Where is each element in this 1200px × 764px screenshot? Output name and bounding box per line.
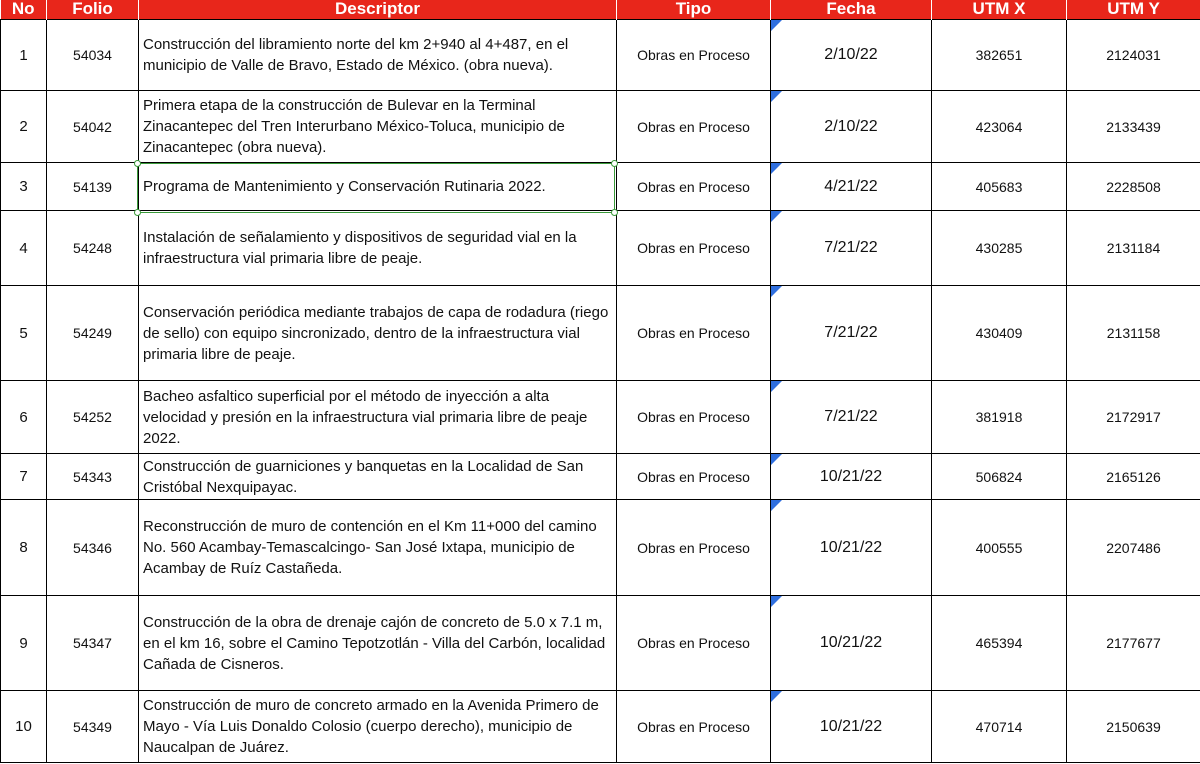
cell-utm-y[interactable]: 2131184: [1067, 211, 1200, 286]
cell-utm-y[interactable]: 2133439: [1067, 91, 1200, 163]
table-row: [1, 211, 1200, 286]
cell-utm-x[interactable]: 381918: [932, 381, 1067, 454]
cell-tipo[interactable]: Obras en Proceso: [617, 691, 771, 763]
cell-no[interactable]: 7: [1, 454, 47, 500]
cell-descriptor[interactable]: Bacheo asfaltico superficial por el método de inyección a alta velocidad y presión en la infraestructura vial primaria libre de peaje 2022.: [139, 381, 617, 454]
cell-folio[interactable]: 54042: [47, 91, 139, 163]
cell-utm-y[interactable]: 2124031: [1067, 20, 1200, 91]
cell-folio[interactable]: 54346: [47, 500, 139, 596]
cell-descriptor[interactable]: Construcción de la obra de drenaje cajón de concreto de 5.0 x 7.1 m, en el km 16, sobre el Camino Tepotzotlán - Villa del Carbón, localidad Cañada de Cisneros.: [139, 596, 617, 691]
cell-utm-x[interactable]: 430409: [932, 286, 1067, 381]
header-descriptor[interactable]: Descriptor: [139, 0, 617, 20]
header-utm-x[interactable]: UTM X: [932, 0, 1067, 20]
header-fecha[interactable]: Fecha: [771, 0, 932, 20]
cell-no[interactable]: 2: [1, 91, 47, 163]
cell-fecha-value: 2/10/22: [824, 117, 878, 135]
comment-indicator-icon[interactable]: [771, 381, 782, 392]
header-row: [1, 0, 1200, 20]
cell-folio[interactable]: 54252: [47, 381, 139, 454]
cell-folio[interactable]: 54249: [47, 286, 139, 381]
cell-tipo[interactable]: Obras en Proceso: [617, 454, 771, 500]
cell-descriptor[interactable]: Conservación periódica mediante trabajos de capa de rodadura (riego de sello) con equipo sincronizado, dentro de la infraestructura vial primaria libre de peaje.: [139, 286, 617, 381]
table-row: [1, 381, 1200, 454]
comment-indicator-icon[interactable]: [771, 691, 782, 702]
table-row: [1, 286, 1200, 381]
table-row: [1, 691, 1200, 763]
cell-utm-x[interactable]: 430285: [932, 211, 1067, 286]
cell-utm-y[interactable]: 2131158: [1067, 286, 1200, 381]
table-row: [1, 500, 1200, 596]
cell-utm-x[interactable]: 423064: [932, 91, 1067, 163]
header-tipo[interactable]: Tipo: [617, 0, 771, 20]
cell-no[interactable]: 4: [1, 211, 47, 286]
cell-descriptor[interactable]: Construcción de muro de concreto armado en la Avenida Primero de Mayo - Vía Luis Donaldo Colosio (cuerpo derecho), municipio de Naucalpan de Juárez.: [139, 691, 617, 763]
cell-no[interactable]: 8: [1, 500, 47, 596]
cell-no[interactable]: 1: [1, 20, 47, 91]
comment-indicator-icon[interactable]: [771, 163, 782, 174]
cell-fecha-value: 10/21/22: [819, 538, 883, 556]
cell-tipo[interactable]: Obras en Proceso: [617, 500, 771, 596]
cell-utm-y[interactable]: 2228508: [1067, 163, 1200, 211]
cell-fecha-value: 10/21/22: [819, 717, 883, 735]
cell-no[interactable]: 10: [1, 691, 47, 763]
cell-fecha[interactable]: [771, 454, 932, 500]
cell-fecha[interactable]: [771, 286, 932, 381]
cell-no[interactable]: 3: [1, 163, 47, 211]
cell-fecha-value: 7/21/22: [824, 408, 878, 425]
cell-fecha[interactable]: [771, 91, 932, 163]
cell-descriptor[interactable]: Construcción del libramiento norte del km 2+940 al 4+487, en el municipio de Valle de Bravo, Estado de México. (obra nueva).: [139, 20, 617, 91]
cell-descriptor[interactable]: Construcción de guarniciones y banquetas en la Localidad de San Cristóbal Nexquipayac.: [139, 454, 617, 500]
cell-fecha-value: 10/21/22: [819, 467, 883, 485]
cell-fecha[interactable]: [771, 163, 932, 211]
cell-folio[interactable]: 54248: [47, 211, 139, 286]
cell-fecha[interactable]: [771, 381, 932, 454]
cell-fecha[interactable]: [771, 500, 932, 596]
table-row: [1, 163, 1200, 211]
cell-fecha-value: 4/21/22: [824, 177, 878, 195]
table-row: [1, 596, 1200, 691]
comment-indicator-icon[interactable]: [771, 20, 782, 31]
cell-no[interactable]: 9: [1, 596, 47, 691]
cell-utm-y[interactable]: 2150639: [1067, 691, 1200, 763]
cell-tipo[interactable]: Obras en Proceso: [617, 381, 771, 454]
table-row: [1, 91, 1200, 163]
cell-descriptor[interactable]: Primera etapa de la construcción de Bulevar en la Terminal Zinacantepec del Tren Interurbano México-Toluca, municipio de Zinacantepec (obra nueva).: [139, 91, 617, 163]
cell-fecha[interactable]: [771, 211, 932, 286]
header-no[interactable]: No: [1, 0, 47, 20]
cell-no[interactable]: 5: [1, 286, 47, 381]
comment-indicator-icon[interactable]: [771, 500, 782, 511]
cell-tipo[interactable]: Obras en Proceso: [617, 286, 771, 381]
cell-fecha[interactable]: [771, 20, 932, 91]
cell-folio[interactable]: 54347: [47, 596, 139, 691]
cell-utm-y[interactable]: 2172917: [1067, 381, 1200, 454]
cell-fecha[interactable]: [771, 691, 932, 763]
cell-descriptor[interactable]: Reconstrucción de muro de contención en el Km 11+000 del camino No. 560 Acambay-Temascalcingo- San José Ixtapa, municipio de Acambay de Ruíz Castañeda.: [139, 500, 617, 596]
comment-indicator-icon[interactable]: [771, 596, 782, 607]
table-row: [1, 20, 1200, 91]
cell-fecha-value: 7/21/22: [824, 324, 878, 341]
cell-utm-x[interactable]: 506824: [932, 454, 1067, 500]
comment-indicator-icon[interactable]: [771, 454, 782, 465]
header-utm-y[interactable]: UTM Y: [1067, 0, 1200, 20]
cell-tipo[interactable]: Obras en Proceso: [617, 211, 771, 286]
cell-no[interactable]: 6: [1, 381, 47, 454]
cell-fecha-value: 7/21/22: [824, 239, 878, 256]
comment-indicator-icon[interactable]: [771, 286, 782, 297]
cell-folio[interactable]: 54343: [47, 454, 139, 500]
cell-folio[interactable]: 54139: [47, 163, 139, 211]
cell-fecha[interactable]: [771, 596, 932, 691]
comment-indicator-icon[interactable]: [771, 91, 782, 102]
cell-utm-x[interactable]: 405683: [932, 163, 1067, 211]
cell-folio[interactable]: 54349: [47, 691, 139, 763]
cell-tipo[interactable]: Obras en Proceso: [617, 91, 771, 163]
header-folio[interactable]: Folio: [47, 0, 139, 20]
comment-indicator-icon[interactable]: [771, 211, 782, 222]
cell-utm-x[interactable]: 470714: [932, 691, 1067, 763]
cell-descriptor[interactable]: Instalación de señalamiento y dispositivos de seguridad vial en la infraestructura vial primaria libre de peaje.: [139, 211, 617, 286]
cell-tipo[interactable]: Obras en Proceso: [617, 163, 771, 211]
cell-fecha-value: 2/10/22: [824, 46, 878, 63]
cell-utm-x[interactable]: 400555: [932, 500, 1067, 596]
cell-utm-y[interactable]: 2177677: [1067, 596, 1200, 691]
cell-utm-y[interactable]: 2165126: [1067, 454, 1200, 500]
cell-tipo[interactable]: Obras en Proceso: [617, 596, 771, 691]
cell-tipo[interactable]: Obras en Proceso: [617, 20, 771, 91]
cell-descriptor[interactable]: Programa de Mantenimiento y Conservación Rutinaria 2022.: [139, 163, 617, 211]
cell-utm-x[interactable]: 382651: [932, 20, 1067, 91]
cell-fecha-value: 10/21/22: [819, 634, 883, 651]
table-row: [1, 454, 1200, 500]
cell-utm-y[interactable]: 2207486: [1067, 500, 1200, 596]
cell-folio[interactable]: 54034: [47, 20, 139, 91]
cell-utm-x[interactable]: 465394: [932, 596, 1067, 691]
